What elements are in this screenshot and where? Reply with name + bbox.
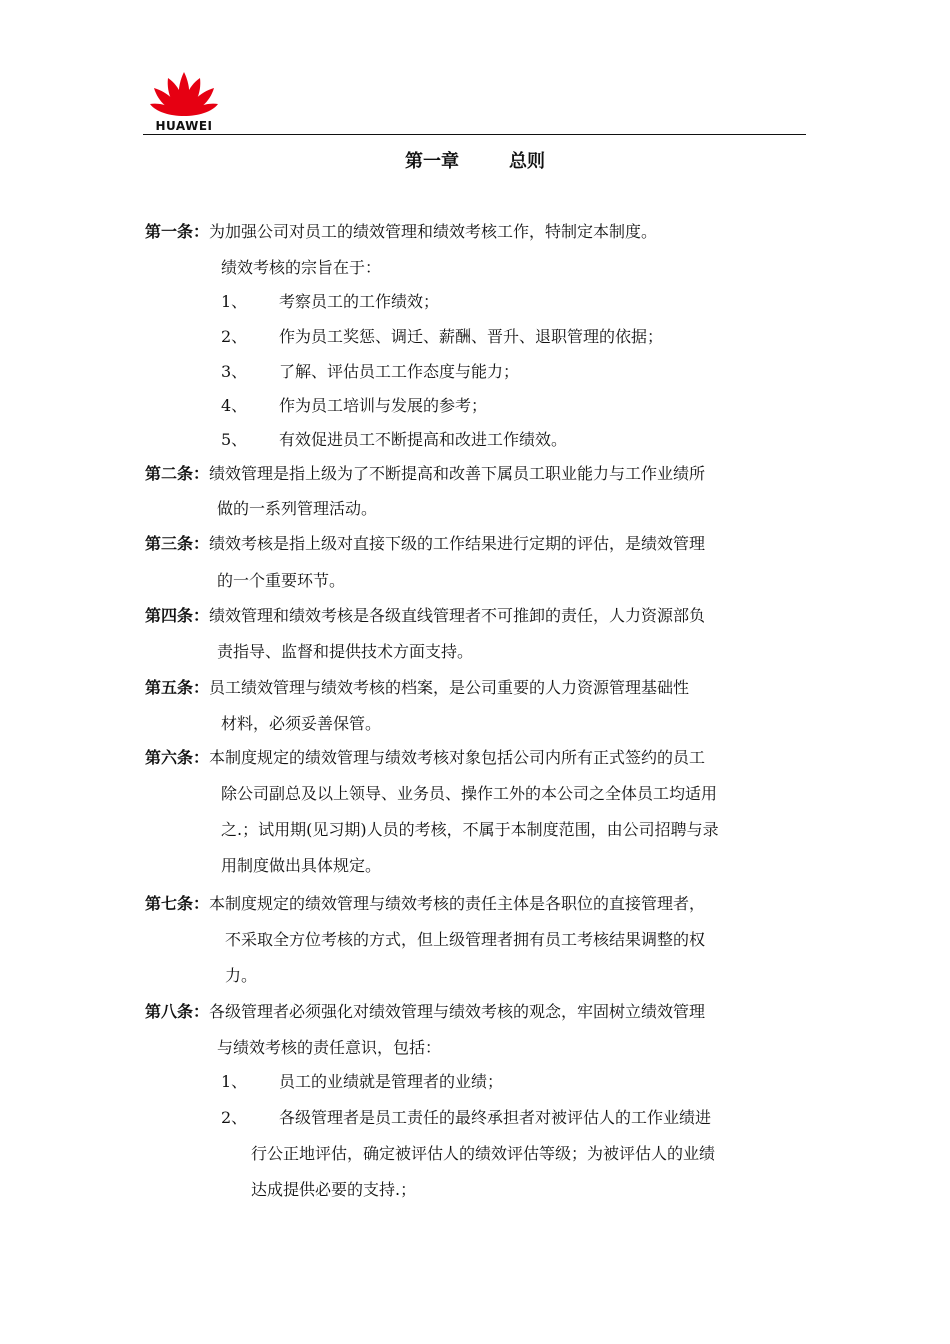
article-5 [145,676,689,700]
article-label: 第三条： [145,534,210,553]
article-text-cont: 的一个重要环节。 [217,571,346,590]
article-7 [145,892,705,916]
list-item [221,1106,711,1130]
article-text: 各级管理者必须强化对绩效管理与绩效考核的观念，牢固树立绩效管理 [209,1002,706,1021]
chapter-number: 第一章 [405,151,459,172]
article-text: 员工绩效管理与绩效考核的档案，是公司重要的人力资源管理基础性 [209,678,690,697]
article-label: 第二条： [145,464,210,483]
article-text-cont: 做的一系列管理活动。 [217,499,378,518]
article-label: 第六条： [145,748,210,767]
list-text-cont: 达成提供必要的支持.； [251,1180,417,1199]
chapter-title: 总则 [509,151,545,172]
list-number: 4、 [221,396,248,415]
list-item [221,360,519,384]
article-text: 绩效管理和绩效考核是各级直线管理者不可推卸的责任，人力资源部负 [209,606,706,625]
article-text-cont: 材料，必须妥善保管。 [221,714,382,733]
list-item [221,428,567,452]
list-text: 有效促进员工不断提高和改进工作绩效。 [279,430,568,449]
list-text: 了解、评估员工工作态度与能力； [279,362,520,381]
article-4 [145,604,705,628]
article-text-cont: 力。 [225,966,258,985]
list-number: 2、 [221,1108,248,1127]
article-text-cont: 用制度做出具体规定。 [221,856,382,875]
huawei-flower-icon [148,68,220,118]
article-text-cont: 除公司副总及以上领导、业务员、操作工外的本公司之全体员工均适用 [221,784,718,803]
article-label: 第五条： [145,678,210,697]
list-number: 1、 [221,1072,248,1091]
list-text-cont: 行公正地评估，确定被评估人的绩效评估等级；为被评估人的业绩 [251,1144,716,1163]
article-label: 第四条： [145,606,210,625]
list-text: 考察员工的工作绩效； [279,292,440,311]
list-item [221,290,439,314]
header-rule [143,134,806,135]
list-number: 2、 [221,327,248,346]
article-text-cont: 与绩效考核的责任意识，包括： [217,1038,442,1057]
list-text: 作为员工奖惩、调迁、薪酬、晋升、退职管理的依据； [279,327,664,346]
list-number: 1、 [221,292,248,311]
article-text: 为加强公司对员工的绩效管理和绩效考核工作，特制定本制度。 [209,222,658,241]
list-text: 作为员工培训与发展的参考； [279,396,488,415]
article-text: 绩效管理是指上级为了不断提高和改善下属员工职业能力与工作业绩所 [209,464,706,483]
article-1 [145,220,657,244]
article-label: 第一条： [145,222,210,241]
article-8 [145,1000,705,1024]
huawei-logo [148,68,220,133]
article-text-cont: 之.；试用期(见习期)人员的考核，不属于本制度范围，由公司招聘与录 [221,820,719,839]
list-item [221,1070,503,1094]
article-label: 第七条： [145,894,210,913]
article-2 [145,462,705,486]
purpose-intro: 绩效考核的宗旨在于： [221,258,382,277]
article-text-cont: 责指导、监督和提供技术方面支持。 [217,642,474,661]
article-text: 绩效考核是指上级对直接下级的工作结果进行定期的评估，是绩效管理 [209,534,706,553]
article-6 [145,746,705,770]
article-text: 本制度规定的绩效管理与绩效考核的责任主体是各职位的直接管理者， [209,894,706,913]
list-number: 3、 [221,362,248,381]
huawei-brand-text: HUAWEI [155,119,213,133]
article-3 [145,532,705,556]
list-text: 员工的业绩就是管理者的业绩； [279,1072,504,1091]
list-item [221,394,487,418]
article-text: 本制度规定的绩效管理与绩效考核对象包括公司内所有正式签约的员工 [209,748,706,767]
list-text: 各级管理者是员工责任的最终承担者对被评估人的工作业绩进 [279,1108,712,1127]
article-label: 第八条： [145,1002,210,1021]
chapter-heading [0,147,950,173]
article-text-cont: 不采取全方位考核的方式，但上级管理者拥有员工考核结果调整的权 [225,930,706,949]
list-number: 5、 [221,430,248,449]
list-item [221,325,663,349]
